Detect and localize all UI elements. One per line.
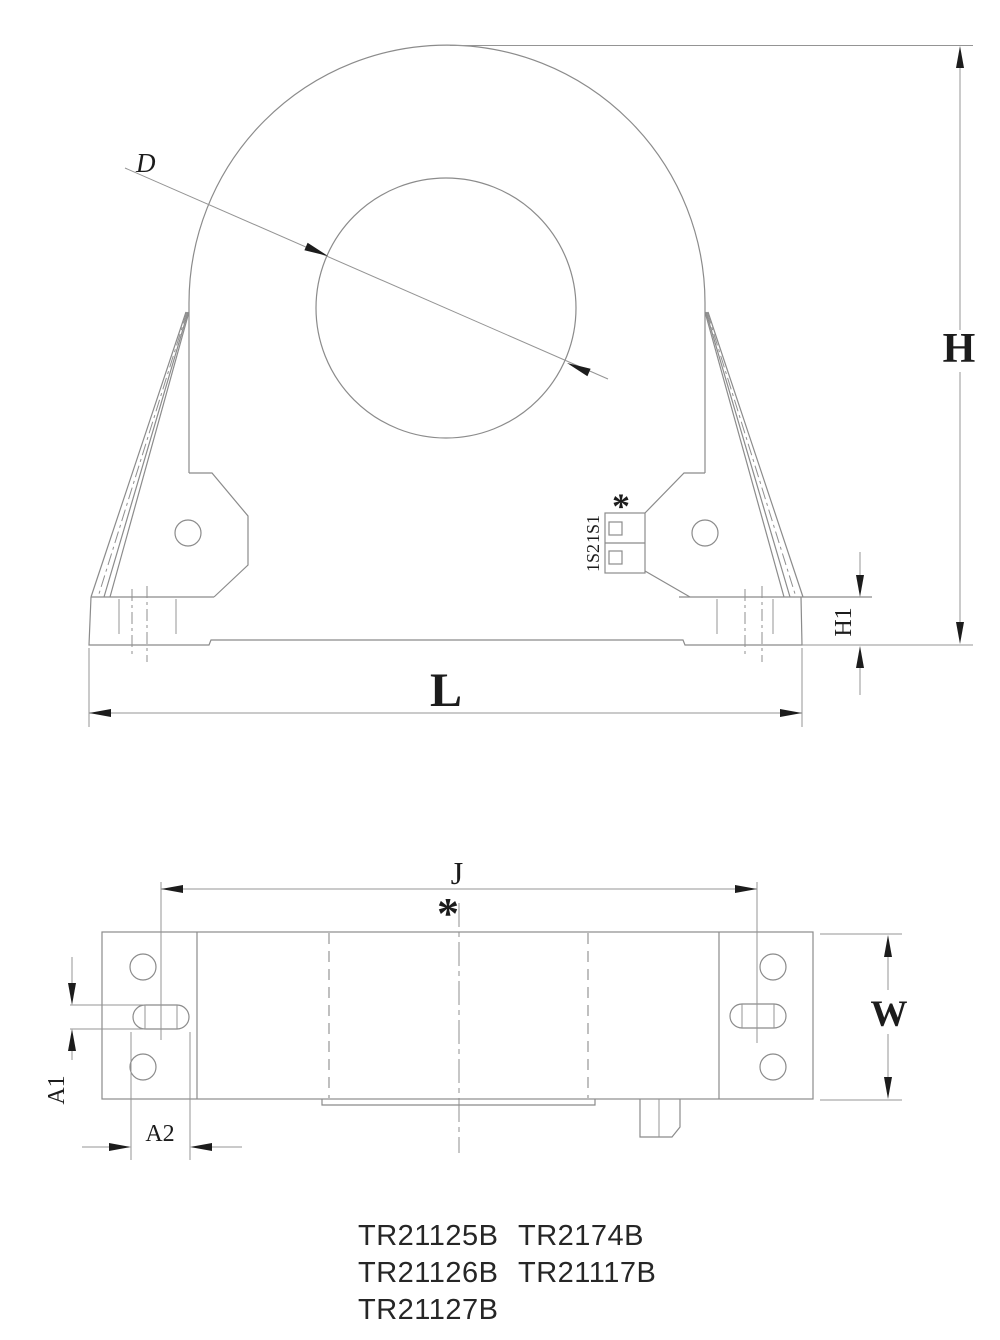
part-number: TR2174B [518,1220,645,1252]
dim-slot-width-arrow-bottom [68,1029,76,1051]
dim-length-arrow-right [780,709,802,717]
dim-foot-height-label: H1 [831,607,857,637]
dim-diameter-line [125,168,608,379]
right-tab-hole-bottom [760,1054,786,1080]
plan-left-tab [130,954,189,1080]
bottom-terminal-boss [640,1099,680,1137]
left-gusset-outer-line [91,312,186,597]
dim-span-label: J [450,855,464,891]
terminal-label-1s2: 1S2 [583,543,603,573]
right-gusset [705,312,803,597]
left-gusset-centerline [98,312,187,597]
dim-length [89,648,802,727]
dim-slot-width-arrow-top [68,983,76,1005]
plan-right-tab [730,954,786,1080]
dim-slot-length [82,1032,242,1160]
front-view [89,45,975,727]
right-body-step [645,473,705,513]
dim-span-arrow-right [735,885,757,893]
base-outline [89,597,802,645]
dim-height-arrow-top [956,46,964,68]
terminal-marker-asterisk: * [612,486,630,526]
right-plate-hole [692,520,718,546]
part-number: TR21125B [358,1220,499,1252]
dim-span-arrow-left [161,885,183,893]
dim-diameter-label: D [136,148,156,178]
terminal-label-1s1: 1S1 [583,514,603,544]
left-gusset-inner-line-2 [110,312,189,597]
right-gusset-inner-line-1 [706,312,790,597]
part-number-list [358,1220,656,1326]
right-tab-hole-top [760,954,786,980]
dim-length-arrow-left [89,709,111,717]
dim-slot-length-arrow-right [190,1143,212,1151]
dim-length-label: L [429,664,463,717]
left-plate-hole [175,520,201,546]
dim-diameter-arrow-1 [304,243,328,256]
top-view [44,855,908,1160]
body-arch-outline [189,45,705,303]
dim-width [820,934,908,1100]
plan-body-outline [102,932,813,1099]
dim-slot-length-label: A2 [145,1121,175,1147]
dim-width-arrow-bottom [884,1077,892,1099]
dim-foot-height [831,552,864,695]
dim-foot-height-arrow-top [856,575,864,597]
left-plate-outline [189,473,248,597]
left-tab-hole-top [130,954,156,980]
right-tab-slot [730,1004,786,1028]
dim-height-arrow-bottom [956,622,964,644]
dim-height [450,46,975,646]
dim-diameter-arrow-2 [567,363,591,376]
dim-slot-length-arrow-left [109,1143,131,1151]
dim-height-label: H [942,326,976,372]
part-number: TR21127B [358,1294,499,1326]
dim-width-label: W [870,994,908,1035]
plan-marker-asterisk: * [437,889,459,938]
right-gusset-outer-line [708,312,803,597]
left-gusset [91,312,189,597]
left-gusset-inner-line-1 [104,312,188,597]
dim-foot-height-arrow-bottom [856,646,864,668]
dim-width-arrow-top [884,935,892,957]
terminal-screw-2 [609,551,622,564]
dim-diameter [125,148,608,379]
part-number: TR21117B [518,1257,657,1289]
part-number: TR21126B [358,1257,499,1289]
right-gusset-inner-line-2 [705,312,784,597]
right-plate-lower-edge [645,571,690,597]
right-mount-plate [583,473,872,597]
dim-slot-width-label: A1 [44,1075,70,1105]
left-tab-hole-bottom [130,1054,156,1080]
right-gusset-centerline [707,312,796,597]
